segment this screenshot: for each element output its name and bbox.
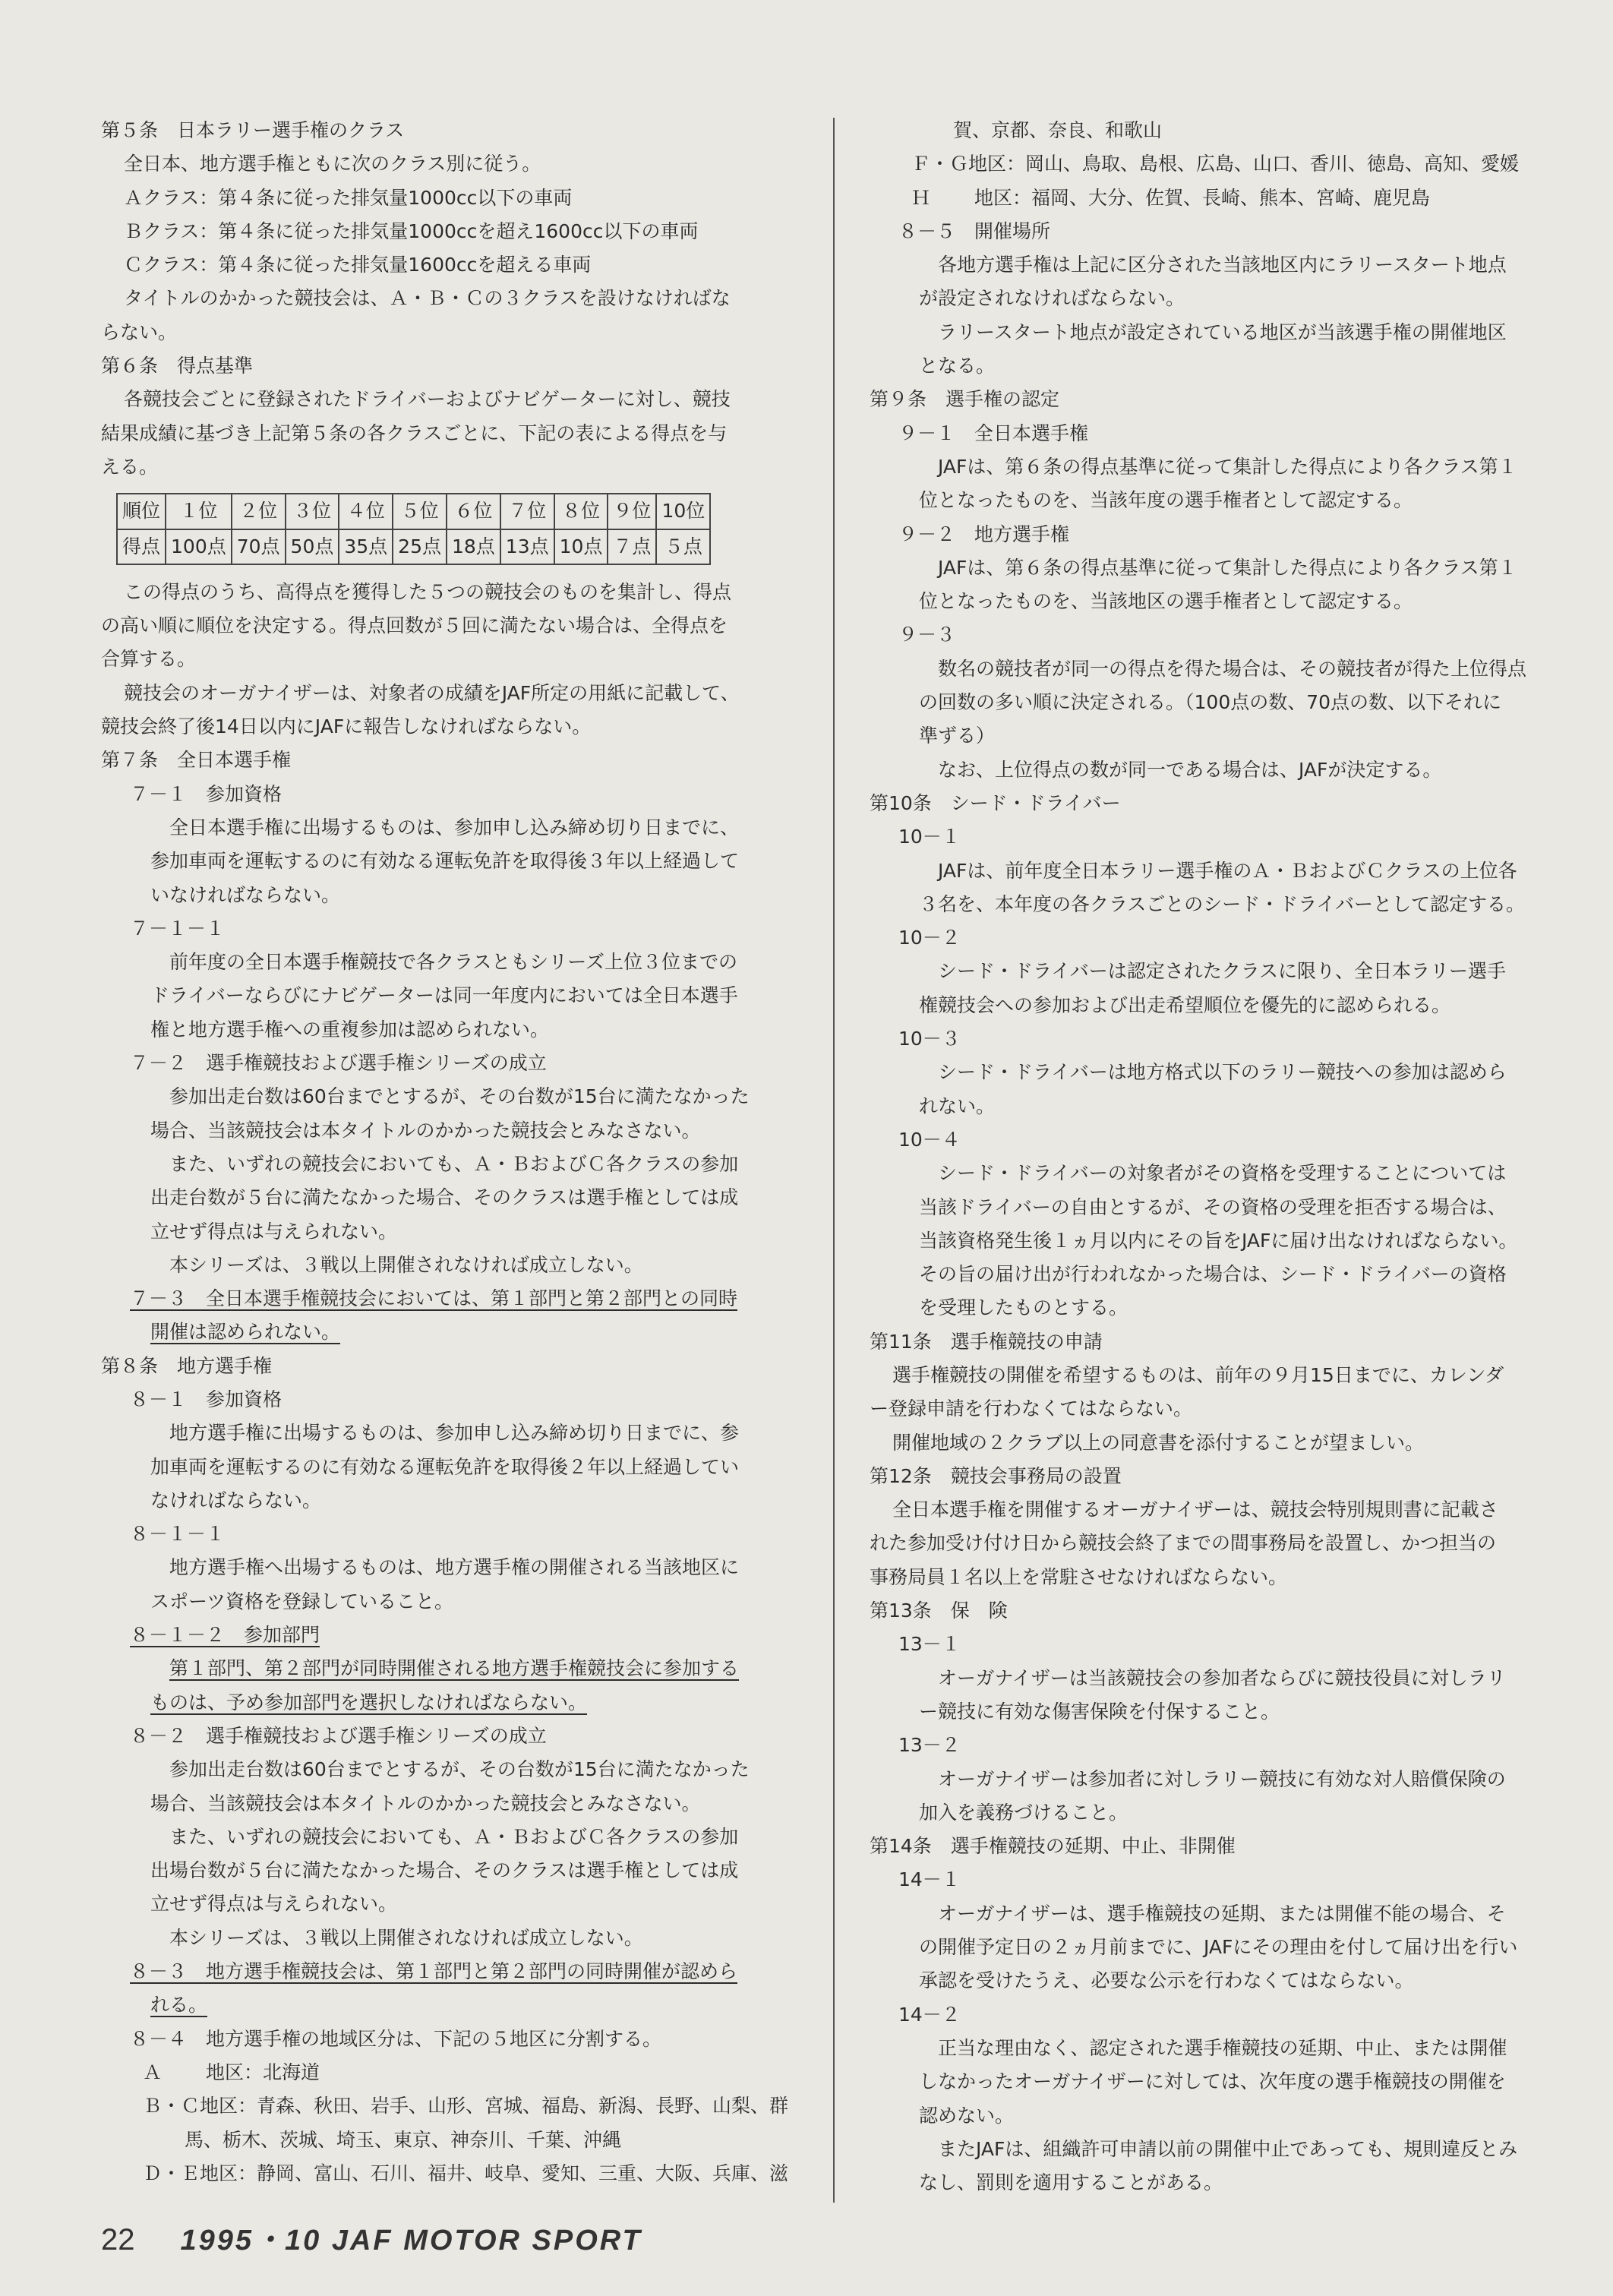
text-line: ７－１ 参加資格 [130, 782, 283, 805]
text-line: Ａクラス：第４条に従った排気量1000cc以下の車両 [124, 186, 573, 209]
points-table-cell: 10点 [554, 529, 608, 564]
text-line: 10－２ [898, 927, 961, 949]
points-table-cell: 順位 [117, 494, 166, 529]
right-column [870, 114, 1553, 2200]
text-line: 出場台数が５台に満たなかった場合、そのクラスは選手権としては成 [150, 1859, 739, 1882]
text-line: 全日本、地方選手権ともに次のクラス別に従う。 [124, 153, 541, 175]
text-line: ９－１ 全日本選手権 [898, 422, 1089, 444]
text-line: 地方選手権へ出場するものは、地方選手権の開催される当該地区に [169, 1556, 740, 1579]
text-line: 数名の競技者が同一の得点を得た場合は、その競技者が得た上位得点 [938, 657, 1527, 680]
text-line: 加入を義務づけること。 [919, 1801, 1128, 1824]
page-footer [101, 2216, 642, 2262]
text-line: また、いずれの競技会においても、Ａ・ＢおよびＣ各クラスの参加 [169, 1825, 739, 1848]
text-line: 第８条 地方選手権 [101, 1354, 273, 1377]
text-line: 14－２ [898, 2003, 961, 2026]
points-table-cell: ４位 [339, 494, 393, 529]
text-line: 13－２ [898, 1734, 961, 1757]
text-line: 合算する。 [101, 648, 197, 671]
column-divider [833, 118, 835, 2203]
text-line: なし、罰則を適用することがある。 [919, 2171, 1223, 2194]
text-line: ８－１－１ [130, 1523, 226, 1546]
page-number: 22 [101, 2223, 135, 2257]
text-line: Ｈ 地区：福岡、大分、佐賀、長崎、熊本、宮崎、鹿児島 [911, 186, 1430, 209]
text-line: 賀、京都、奈良、和歌山 [953, 119, 1163, 141]
text-line: 本シリーズは、３戦以上開催されなければ成立しない。 [169, 1253, 643, 1276]
text-line: 場合、当該競技会は本タイトルのかかった競技会とみなさない。 [150, 1792, 701, 1814]
text-line: 選手権競技の開催を希望するものは、前年の９月15日までに、カレンダ [892, 1363, 1504, 1386]
text-line: 競技会終了後14日以内にJAFに報告しなければならない。 [101, 715, 592, 738]
text-line: 地方選手権に出場するものは、参加申し込み締め切り日までに、参 [169, 1422, 740, 1445]
text-line: 第12条 競技会事務局の設置 [870, 1464, 1122, 1487]
text-line: ８－４ 地方選手権の地域区分は、下記の５地区に分割する。 [130, 2027, 662, 2050]
points-table-cell: 18点 [447, 529, 500, 564]
magazine-title: 1995・10 JAF MOTOR SPORT [180, 2225, 642, 2257]
text-line: また、いずれの競技会においても、Ａ・ＢおよびＣ各クラスの参加 [169, 1152, 739, 1175]
text-line: 前年度の全日本選手権競技で各クラスともシリーズ上位３位までの [169, 951, 738, 974]
text-line: 立せず得点は与えられない。 [150, 1893, 398, 1915]
text-line: いなければならない。 [150, 883, 341, 906]
text-line: 準ずる） [919, 725, 996, 747]
text-line: Ａ 地区：北海道 [143, 2061, 320, 2083]
text-line: 参加出走台数は60台までとするが、その台数が15台に満たなかった [169, 1085, 750, 1108]
text-line: 10－４ [898, 1128, 961, 1151]
text-line: 結果成績に基づき上記第５条の各クラスごとに、下記の表による得点を与 [101, 422, 728, 444]
text-line: ７－３ 全日本選手権競技会においては、第１部門と第２部門との同時 [130, 1287, 738, 1310]
text-line: を受理したものとする。 [919, 1296, 1128, 1319]
text-line: 第10条 シード・ドライバー [870, 791, 1121, 814]
points-table-cell: 13点 [500, 529, 554, 564]
text-line: 本シリーズは、３戦以上開催されなければ成立しない。 [169, 1926, 643, 1949]
text-line: 位となったものを、当該地区の選手権者として認定する。 [919, 590, 1413, 613]
text-line: 全日本選手権に出場するものは、参加申し込み締め切り日までに、 [169, 816, 740, 838]
text-line: 全日本選手権を開催するオーガナイザーは、競技会特別規則書に記載さ [892, 1499, 1498, 1521]
left-column [101, 114, 789, 2190]
text-line: 承認を受けたうえ、必要な公示を行わなくてはならない。 [919, 1969, 1414, 1992]
text-line: ものは、予め参加部門を選択しなければならない。 [150, 1691, 588, 1713]
text-line: シード・ドライバーは地方格式以下のラリー競技への参加は認めら [938, 1061, 1507, 1084]
text-line: 場合、当該競技会は本タイトルのかかった競技会とみなさない。 [150, 1119, 701, 1142]
text-line: の回数の多い順に決定される。（100点の数、70点の数、以下それに [919, 691, 1502, 714]
text-line: JAFは、第６条の得点基準に従って集計した得点により各クラス第１ [938, 455, 1517, 478]
text-line: 各地方選手権は上記に区分された当該地区内にラリースタート地点 [938, 254, 1507, 276]
text-line: れた参加受け付け日から競技会終了までの間事務局を設置し、かつ担当の [870, 1532, 1497, 1555]
points-table-cell: ５点 [656, 529, 710, 564]
text-line: スポーツ資格を登録していること。 [150, 1590, 454, 1612]
text-line: シード・ドライバーは認定されたクラスに限り、全日本ラリー選手 [938, 960, 1507, 983]
text-line: 位となったものを、当該年度の選手権者として認定する。 [919, 489, 1413, 512]
text-line: が設定されなければならない。 [919, 287, 1185, 310]
text-line: しなかったオーガナイザーに対しては、次年度の選手権競技の開催を [919, 2070, 1506, 2093]
points-table-cell: ７点 [608, 529, 656, 564]
text-line: 当該ドライバーの自由とするが、その資格の受理を拒否する場合は、 [919, 1195, 1507, 1218]
points-table-cell: ２位 [232, 494, 286, 529]
text-line: 第14条 選手権競技の延期、中止、非開催 [870, 1835, 1236, 1858]
text-line: れる。 [150, 1994, 208, 2017]
text-line: 加車両を運転するのに有効なる運転免許を取得後２年以上経過してい [150, 1455, 740, 1478]
text-line: 正当な理由なく、認定された選手権競技の延期、中止、または開催 [938, 2036, 1507, 2059]
text-line: ９－３ [898, 624, 956, 646]
text-line: Ｆ・Ｇ地区：岡山、鳥取、島根、広島、山口、香川、徳島、高知、愛媛 [911, 153, 1520, 175]
text-line: える。 [101, 455, 159, 478]
text-line: 権競技会への参加および出走希望順位を優先的に認められる。 [919, 993, 1451, 1016]
text-line: 権と地方選手権への重複参加は認められない。 [150, 1018, 550, 1041]
text-line: 出走台数が５台に満たなかった場合、そのクラスは選手権としては成 [150, 1186, 739, 1209]
text-line: 10－３ [898, 1028, 961, 1050]
points-table-row [117, 494, 710, 529]
text-line: オーガナイザーは、選手権競技の延期、または開催不能の場合、そ [938, 1902, 1506, 1925]
text-line: となる。 [919, 355, 996, 377]
points-table-cell: ６位 [447, 494, 500, 529]
points-table-row [117, 529, 710, 564]
text-line: シード・ドライバーの対象者がその資格を受理することについては [938, 1162, 1507, 1185]
text-line: 参加出走台数は60台までとするが、その台数が15台に満たなかった [169, 1758, 750, 1781]
points-table-cell: １位 [166, 494, 232, 529]
text-line: ８－１ 参加資格 [130, 1388, 283, 1410]
text-line: ７－１－１ [130, 917, 226, 940]
text-line: ３名を、本年度の各クラスごとのシード・ドライバーとして認定する。 [919, 892, 1526, 915]
points-table-cell: 70点 [232, 529, 286, 564]
text-line: ８－３ 地方選手権競技会は、第１部門と第２部門の同時開催が認めら [130, 1960, 738, 1983]
text-line: ８－１－２ 参加部門 [130, 1624, 320, 1647]
text-line: ７－２ 選手権競技および選手権シリーズの成立 [130, 1052, 547, 1075]
text-line: 10－１ [898, 826, 961, 848]
text-line: 第11条 選手権競技の申請 [870, 1330, 1103, 1353]
text-line: 13－１ [898, 1633, 961, 1656]
text-line: ラリースタート地点が設定されている地区が当該選手権の開催地区 [938, 321, 1507, 343]
points-table-cell: ７位 [500, 494, 554, 529]
text-line: またJAFは、組織許可申請以前の開催中止であっても、規則違反とみ [938, 2137, 1518, 2160]
points-table-cell: ９位 [608, 494, 656, 529]
text-line: 第１部門、第２部門が同時開催される地方選手権競技会に参加する [169, 1657, 740, 1680]
text-line: 認めない。 [919, 2104, 1015, 2127]
text-line: 当該資格発生後１ヵ月以内にその旨をJAFに届け出なければならない。 [919, 1229, 1518, 1252]
points-table-cell: 10位 [656, 494, 710, 529]
text-line: 第６条 得点基準 [101, 355, 254, 377]
text-line: ドライバーならびにナビゲーターは同一年度内においては全日本選手 [150, 984, 738, 1007]
text-line: タイトルのかかった競技会は、Ａ・Ｂ・Ｃの３クラスを設けなければな [124, 287, 731, 310]
text-line: Ｄ・Ｅ地区：静岡、富山、石川、福井、岐阜、愛知、三重、大阪、兵庫、滋 [143, 2162, 789, 2184]
text-line: オーガナイザーは当該競技会の参加者ならびに競技役員に対しラリ [938, 1666, 1506, 1689]
text-line: Ｃクラス：第４条に従った排気量1600ccを超える車両 [124, 254, 592, 276]
text-line: ９－２ 地方選手権 [898, 523, 1070, 545]
text-line: の高い順に順位を決定する。得点回数が５回に満たない場合は、全得点を [101, 614, 728, 637]
points-table-cell: ３位 [286, 494, 339, 529]
points-table-cell: 100点 [166, 529, 232, 564]
text-line: ー登録申請を行わなくてはならない。 [870, 1397, 1193, 1420]
points-table-cell: ８位 [554, 494, 608, 529]
text-line: 競技会のオーガナイザーは、対象者の成績をJAF所定の用紙に記載して、 [124, 681, 740, 704]
text-line: 参加車両を運転するのに有効なる運転免許を取得後３年以上経過して [150, 850, 740, 873]
points-table-cell: 25点 [393, 529, 447, 564]
text-line: ー競技に有効な傷害保険を付保すること。 [919, 1700, 1280, 1723]
text-line: 第９条 選手権の認定 [870, 388, 1060, 411]
text-line: 第７条 全日本選手権 [101, 749, 292, 772]
text-line: この得点のうち、高得点を獲得した５つの競技会のものを集計し、得点 [124, 580, 732, 603]
text-line: 開催地域の２クラブ以上の同意書を添付することが望ましい。 [892, 1431, 1425, 1454]
text-line: その旨の届け出が行われなかった場合は、シード・ドライバーの資格 [919, 1263, 1507, 1286]
points-table-cell: 50点 [286, 529, 339, 564]
text-line: Ｂ・Ｃ地区：青森、秋田、岩手、山形、宮城、福島、新潟、長野、山梨、群 [143, 2095, 789, 2118]
text-line: 第13条 保 険 [870, 1600, 1008, 1622]
text-line: JAFは、第６条の得点基準に従って集計した得点により各クラス第１ [938, 556, 1517, 579]
text-line: 立せず得点は与えられない。 [150, 1220, 398, 1243]
text-line: なお、上位得点の数が同一である場合は、JAFが決定する。 [938, 758, 1442, 781]
text-line: Ｂクラス：第４条に従った排気量1000ccを超え1600cc以下の車両 [124, 219, 699, 242]
text-line: オーガナイザーは参加者に対しラリー競技に有効な対人賠償保険の [938, 1767, 1506, 1790]
points-table [116, 493, 711, 565]
text-line: 事務局員１名以上を常駐させなければならない。 [870, 1565, 1288, 1588]
text-line: JAFは、前年度全日本ラリー選手権のＡ・ＢおよびＣクラスの上位各 [938, 859, 1517, 882]
text-line: 14－１ [898, 1868, 961, 1891]
text-line: 第５条 日本ラリー選手権のクラス [101, 119, 405, 141]
points-table-cell: ５位 [393, 494, 447, 529]
points-table-cell: 得点 [117, 529, 166, 564]
text-line: の開催予定日の２ヵ月前までに、JAFにその理由を付して届け出を行い [919, 1936, 1518, 1959]
text-line: れない。 [919, 1094, 996, 1117]
points-table-cell: 35点 [339, 529, 393, 564]
text-line: 開催は認められない。 [150, 1321, 341, 1344]
text-line: なければならない。 [150, 1489, 322, 1511]
text-line: ８－５ 開催場所 [898, 219, 1051, 242]
text-line: らない。 [101, 321, 178, 343]
text-line: 各競技会ごとに登録されたドライバーおよびナビゲーターに対し、競技 [124, 388, 731, 411]
text-line: 馬、栃木、茨城、埼玉、東京、神奈川、千葉、沖縄 [185, 2128, 622, 2151]
text-line: ８－２ 選手権競技および選手権シリーズの成立 [130, 1724, 547, 1747]
